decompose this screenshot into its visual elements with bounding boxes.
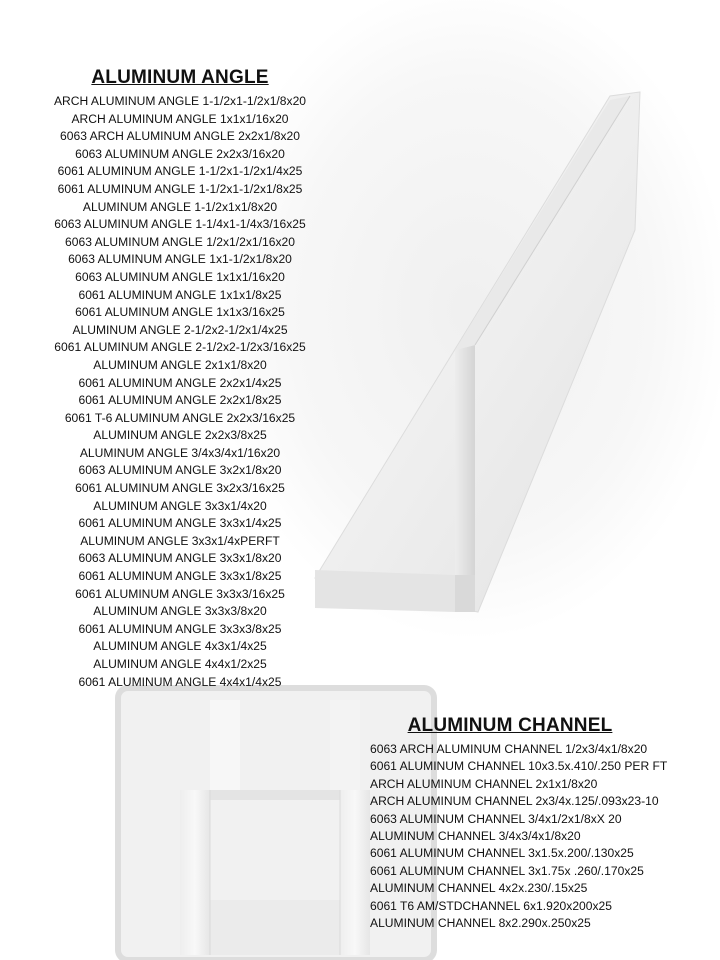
product-list-item: ALUMINUM ANGLE 4x3x1/4x25	[93, 639, 267, 654]
product-list-item: 6061 ALUMINUM ANGLE 3x3x3/8x25	[78, 621, 282, 636]
product-list-item: 6061 ALUMINUM CHANNEL 10x3.5x.410/.250 PER FT	[370, 759, 668, 774]
product-list-item: ALUMINUM ANGLE 3x3x3/8x20	[93, 604, 267, 619]
product-list-item: 6061 ALUMINUM ANGLE 2-1/2x2-1/2x3/16x25	[54, 340, 306, 355]
angle-section-title: ALUMINUM ANGLE	[91, 67, 269, 88]
aluminum-channel-section	[370, 714, 710, 932]
product-list-item: 6061 T-6 ALUMINUM ANGLE 2x2x3/16x25	[64, 410, 296, 425]
product-list-item: ALUMINUM CHANNEL 8x2.290x.250x25	[370, 916, 591, 931]
product-list-item: ALUMINUM CHANNEL 4x2x.230/.15x25	[370, 881, 588, 896]
channel-product-list	[370, 741, 710, 932]
product-list-item: ARCH ALUMINUM ANGLE 1x1x1/16x20	[71, 111, 289, 126]
product-list-item: 6061 ALUMINUM ANGLE 3x3x1/8x25	[78, 569, 282, 584]
product-list-item: ARCH ALUMINUM ANGLE 1-1/2x1-1/2x1/8x20	[53, 94, 307, 108]
product-list-item: 6061 ALUMINUM ANGLE 3x2x3/16x25	[75, 481, 285, 496]
product-list-item: 6063 ALUMINUM ANGLE 1-1/4x1-1/4x3/16x25	[54, 217, 306, 232]
product-list-item: 6063 ALUMINUM ANGLE 1x1x1/16x20	[75, 269, 285, 284]
angle-product-list	[30, 93, 330, 691]
product-list-item: 6061 ALUMINUM ANGLE 1-1/2x1-1/2x1/4x25	[57, 164, 303, 179]
product-list-item: ALUMINUM ANGLE 2-1/2x2-1/2x1/4x25	[72, 322, 288, 337]
product-list-item: ALUMINUM ANGLE 2x1x1/8x20	[93, 357, 267, 372]
product-list-item: 6061 T6 AM/STDCHANNEL 6x1.920x200x25	[370, 898, 613, 913]
product-list-item: 6061 ALUMINUM ANGLE 1x1x3/16x25	[75, 305, 285, 320]
product-list-item: 6061 ALUMINUM ANGLE 2x2x1/8x25	[78, 393, 282, 408]
product-list-item: ALUMINUM ANGLE 3x3x1/4xPERFT	[80, 533, 280, 548]
product-list-item: ALUMINUM ANGLE 4x4x1/2x25	[93, 657, 267, 671]
product-list-item: 6063 ALUMINUM ANGLE 2x2x3/16x20	[75, 146, 285, 161]
aluminum-angle-section	[30, 66, 330, 691]
product-list-item: ALUMINUM ANGLE 3/4x3/4x1/16x20	[79, 445, 281, 460]
product-list-item: ALUMINUM ANGLE 3x3x1/4x20	[93, 498, 267, 513]
product-list-item: 6061 ALUMINUM CHANNEL 3x1.5x.200/.130x25	[370, 846, 634, 861]
channel-section-title: ALUMINUM CHANNEL	[407, 715, 613, 736]
product-list-item: 6063 ARCH ALUMINUM ANGLE 2x2x1/8x20	[60, 129, 300, 144]
product-list-item: 6061 ALUMINUM ANGLE 1x1x1/8x25	[78, 287, 282, 302]
product-list-item: 6063 ALUMINUM ANGLE 3x2x1/8x20	[78, 463, 282, 478]
product-list-item: 6061 ALUMINUM ANGLE 3x3x1/4x25	[78, 516, 282, 531]
product-list-item: ARCH ALUMINUM CHANNEL 2x3/4x.125/.093x23-10	[370, 794, 659, 809]
product-list-item: 6063 ALUMINUM ANGLE 1/2x1/2x1/16x20	[65, 234, 295, 249]
product-list-item: 6061 ALUMINUM CHANNEL 3x1.75x .260/.170x25	[370, 863, 644, 878]
product-list-item: ALUMINUM ANGLE 2x2x3/8x25	[93, 428, 267, 443]
product-list-item: 6063 ALUMINUM ANGLE 1x1-1/2x1/8x20	[68, 252, 292, 267]
product-list-item: ALUMINUM CHANNEL 3/4x3/4x1/8x20	[370, 829, 581, 844]
product-list-item: 6061 ALUMINUM ANGLE 3x3x3/16x25	[75, 586, 285, 601]
product-list-item: 6061 ALUMINUM ANGLE 4x4x1/4x25	[78, 674, 282, 689]
product-list-item: 6063 ALUMINUM ANGLE 3x3x1/8x20	[78, 551, 282, 566]
product-list-item: 6061 ALUMINUM ANGLE 2x2x1/4x25	[78, 375, 282, 390]
product-list-item: ARCH ALUMINUM CHANNEL 2x1x1/8x20	[370, 776, 598, 791]
product-list-item: 6063 ARCH ALUMINUM CHANNEL 1/2x3/4x1/8x20	[370, 742, 648, 756]
product-list-item: 6063 ALUMINUM CHANNEL 3/4x1/2x1/8xX 20	[370, 811, 622, 826]
product-list-item: 6061 ALUMINUM ANGLE 1-1/2x1-1/2x1/8x25	[57, 181, 303, 196]
product-list-item: ALUMINUM ANGLE 1-1/2x1x1/8x20	[82, 199, 278, 214]
